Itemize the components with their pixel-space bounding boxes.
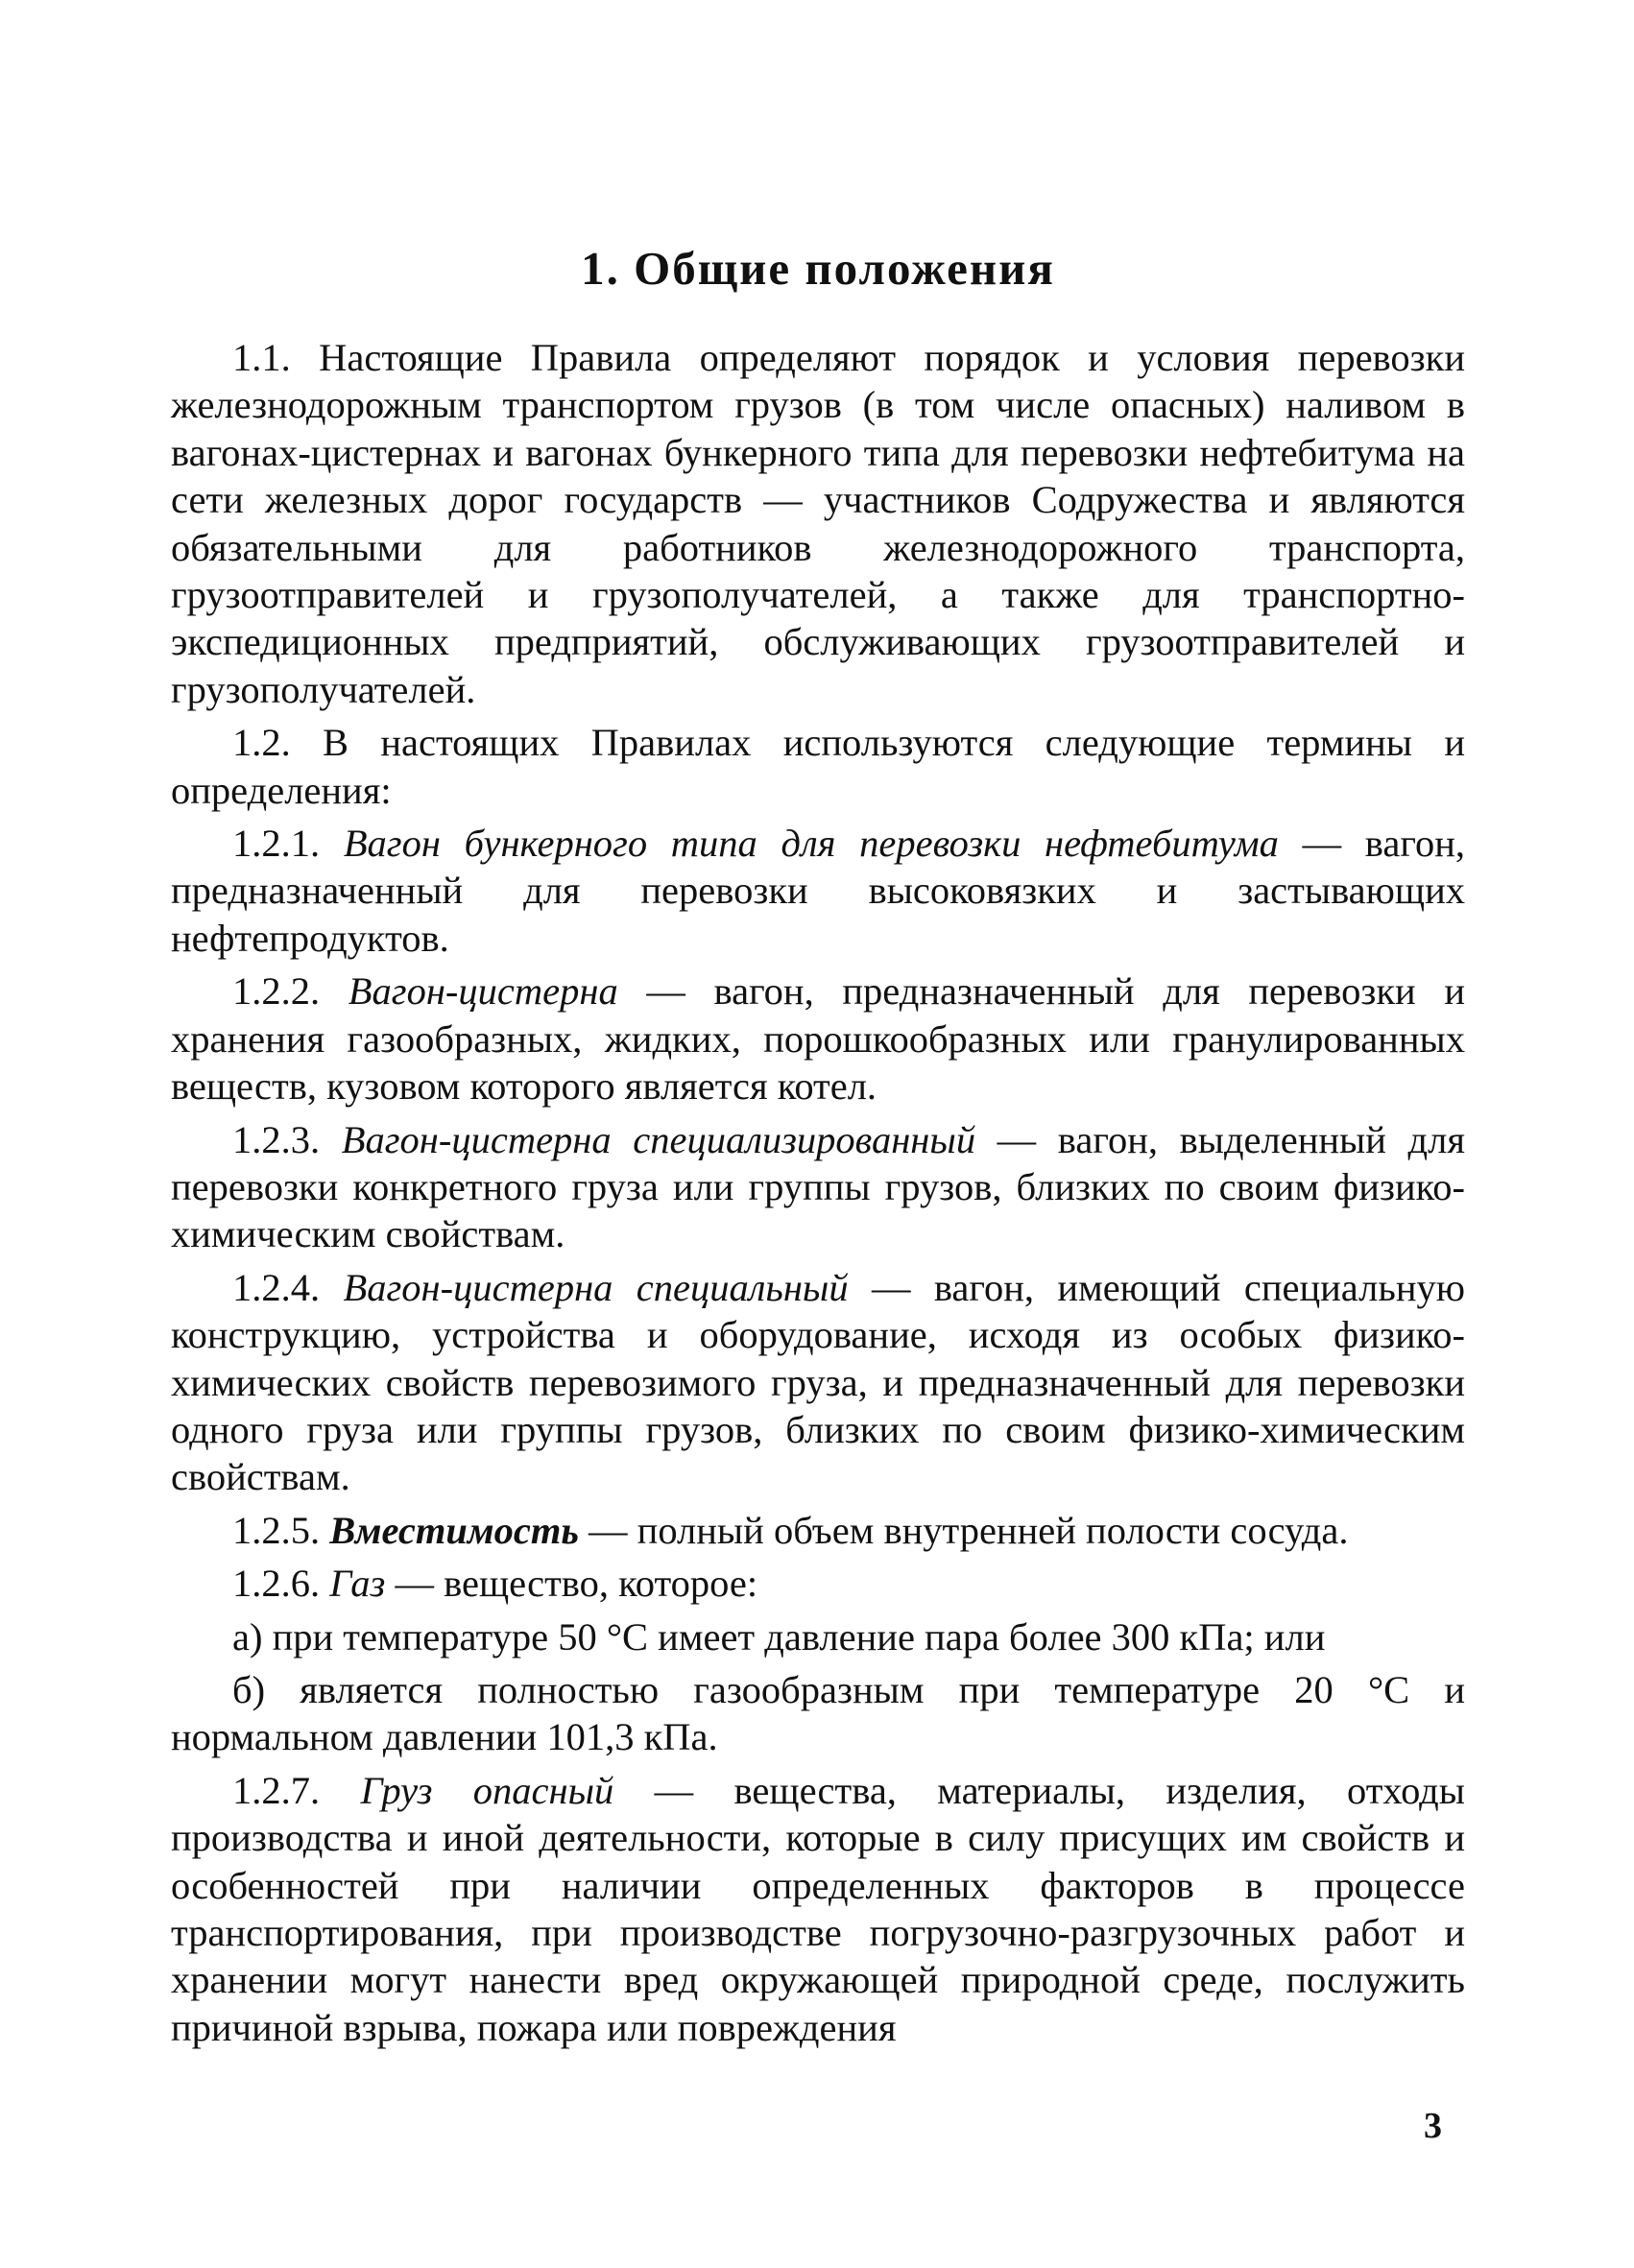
term: Груз опасный — [360, 1768, 614, 1812]
term: Вагон-цистерна — [348, 969, 618, 1014]
definition: — вагон, предназначенный для перевозки и хранения газообразных, жидких, порошкообразных или гранулированных веществ, кузовом которого является котел. — [171, 969, 1465, 1109]
paragraph-1-2-1 — [171, 820, 1465, 962]
page-number: 3 — [1424, 2106, 1442, 2146]
paragraph-1-2-5 — [171, 1507, 1465, 1554]
definition: — вещества, материалы, изделия, отходы производства и иной деятельности, которые в силу присущих им свойств и особенностей при наличии определенных факторов в процессе транспортирования, при производстве погрузочно-разгрузочных работ и хранении могут нанести вред окружающей природной среде, послужить причиной взрыва, пожара или повреждения — [171, 1768, 1465, 2049]
item-number: 1.2.5. — [232, 1508, 330, 1552]
paragraph-1-2-3 — [171, 1116, 1465, 1258]
definition: — полный объем внутренней полости сосуда. — [578, 1508, 1349, 1552]
definition: — вагон, выделенный для перевозки конкретного груза или группы грузов, близких по своим физико-химическим свойствам. — [171, 1117, 1465, 1256]
definition: — вещество, которое: — [385, 1562, 758, 1606]
paragraph-1-2-2 — [171, 967, 1465, 1110]
paragraph-1-1: 1.1. Настоящие Правила определяют порядок и условия перевозки железнодорожным транспортом грузов (в том числе опасных) наливом в вагонах-цистернах и вагонах бункерного типа для перевозки нефтебитума на сети железных дорог государств — участников Содружества и являются обязательными для работников железнодорожного транспорта, грузоотправителей и грузополучателей, а также для транспортно-экспедиционных предприятий, обслуживающих грузоотправителей и грузополучателей. — [171, 336, 1465, 711]
item-number: 1.2.3. — [232, 1117, 342, 1161]
paragraph-1-2-4 — [171, 1264, 1465, 1501]
paragraph-1-2-7 — [171, 1767, 1465, 2051]
subitem-a: а) при температуре 50 °С имеет давление пара более 300 кПа; или — [232, 1614, 1326, 1659]
term: Вместимость — [329, 1508, 579, 1552]
item-number: 1.2.6. — [232, 1562, 330, 1606]
section-heading: 1. Общие положения — [581, 242, 1055, 295]
term: Вагон бункерного типа для перевозки нефтебитума — [343, 822, 1279, 866]
paragraph-1-2-6 — [171, 1560, 1465, 1607]
term: Вагон-цистерна специальный — [343, 1265, 849, 1309]
item-number: 1.2.2. — [232, 969, 348, 1014]
subitem-b: б) является полностью газообразным при температуре 20 °С и нормальном давлении 101,3 кПа. — [171, 1667, 1465, 1759]
item-number: 1.2.7. — [232, 1768, 361, 1812]
term: Газ — [329, 1562, 386, 1606]
item-number: 1.2.4. — [232, 1265, 344, 1309]
definition: — вагон, предназначенный для перевозки высоковязких и застывающих нефтепродуктов. — [171, 822, 1465, 960]
item-number: 1.2.1. — [232, 822, 344, 866]
page-body — [171, 240, 1465, 2057]
paragraph-1-2: 1.2. В настоящих Правилах используются следующие термины и определения: — [171, 721, 1465, 812]
definition: — вагон, имеющий специальную конструкцию, устройства и оборудование, исходя из особых физико-химических свойств перевозимого груза, и предназначенный для перевозки одного груза или группы грузов, близких по своим физико-химическим свойствам. — [171, 1265, 1466, 1499]
term: Вагон-цистерна специализированный — [341, 1117, 976, 1161]
